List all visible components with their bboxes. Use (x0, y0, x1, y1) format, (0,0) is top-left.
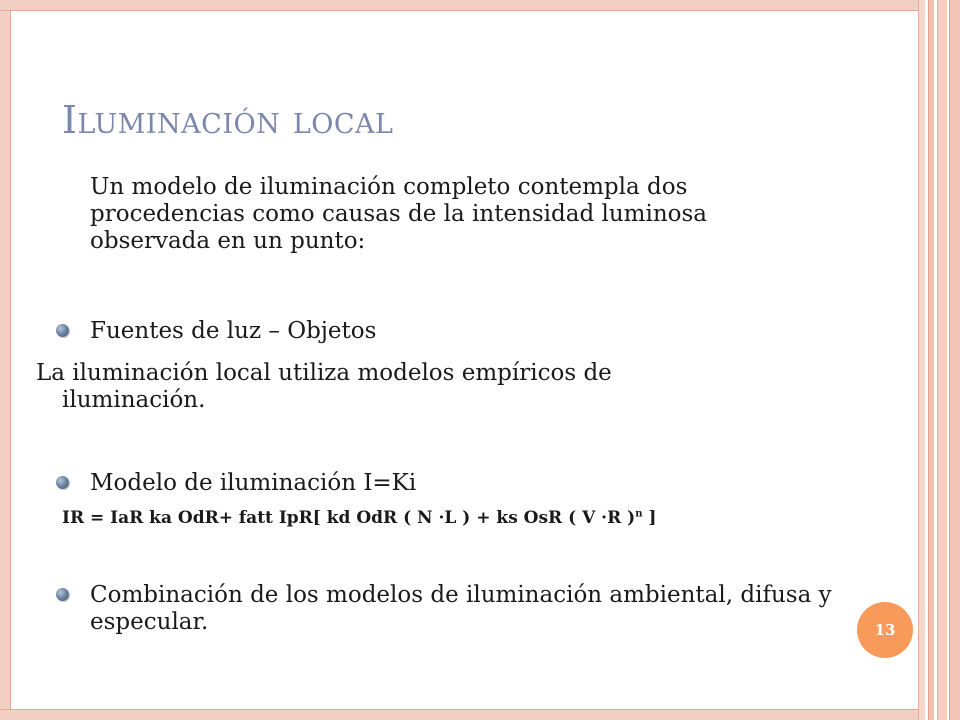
right-border-stripes (918, 0, 960, 720)
formula-end: ] (642, 508, 657, 528)
page-number-badge (857, 602, 913, 658)
page-number: 13 (874, 621, 896, 639)
top-border (0, 0, 920, 11)
note-line-2: iluminación. (62, 387, 206, 413)
bullet-light-sources: Fuentes de luz – Objetos (90, 318, 377, 344)
intro-paragraph: Un modelo de iluminación completo contempla dos procedencias como causas de la intensidad luminosa observada en un punto: (90, 174, 708, 254)
formula-exponent: n (635, 508, 643, 520)
bullet-icon (56, 476, 69, 489)
slide-title: Iluminación local (62, 98, 394, 142)
stripe (937, 0, 947, 720)
note-line-1: La iluminación local utiliza modelos empíricos de (36, 360, 612, 386)
bullet-icon (56, 588, 69, 601)
left-border (0, 0, 11, 720)
bullet-illumination-model: Modelo de iluminación I=Ki (90, 470, 417, 496)
formula-main: IR = IaR ka OdR+ fatt IpR[ kd OdR ( N ·L ) + ks OsR ( V ·R ) (62, 508, 636, 528)
stripe (949, 0, 960, 720)
stripe (918, 0, 925, 720)
bullet-icon (56, 324, 69, 337)
bullet-combination: Combinación de los modelos de iluminación ambiental, difusa y especular. (90, 582, 832, 635)
bottom-border (0, 709, 920, 720)
local-illumination-note (36, 360, 796, 414)
illumination-formula (62, 508, 656, 528)
